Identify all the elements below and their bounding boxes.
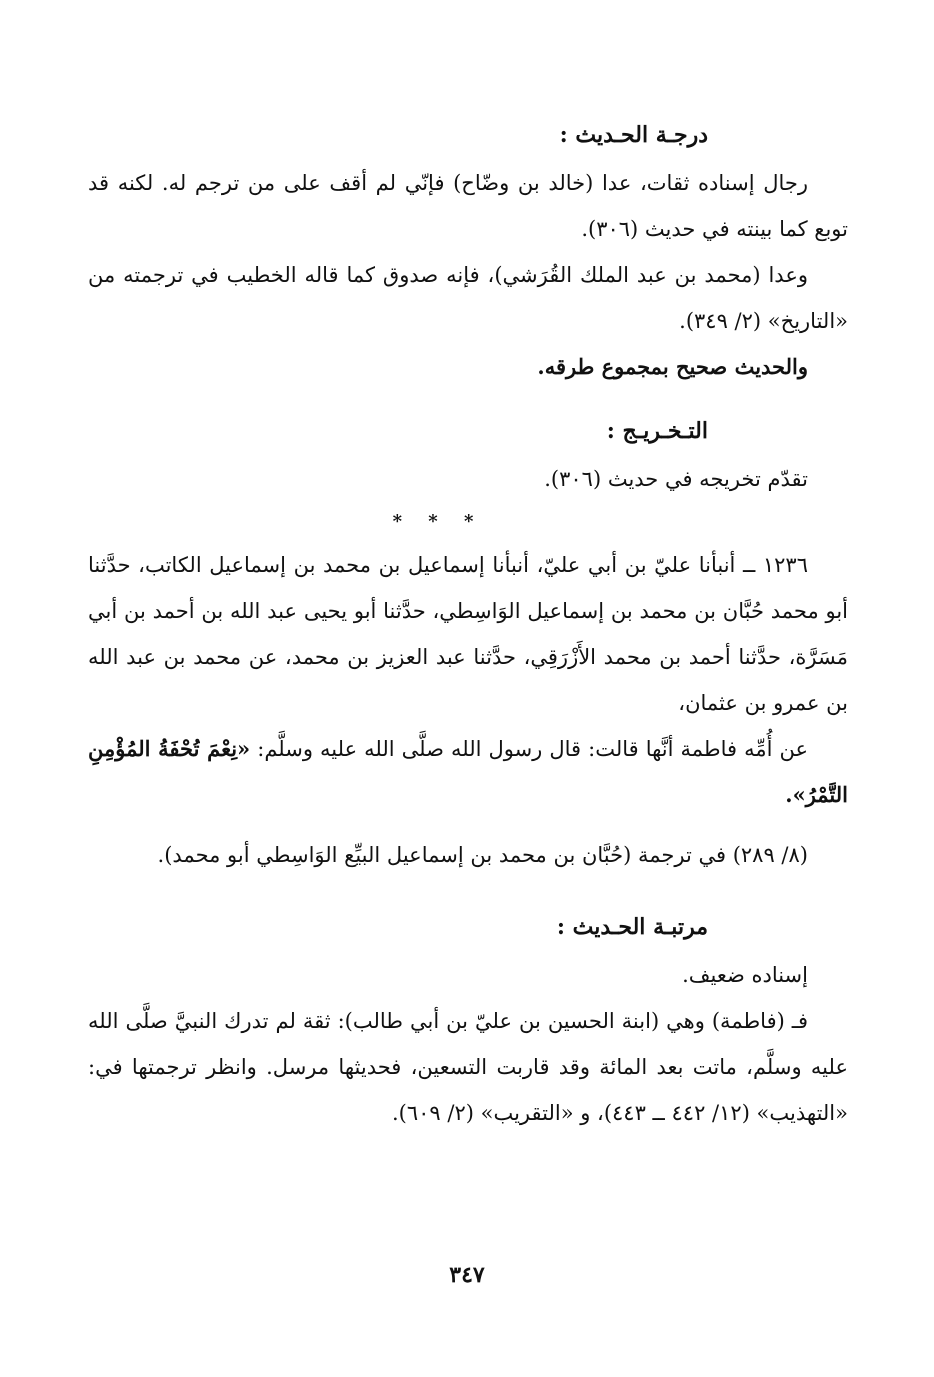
paragraph-verdict: والحديث صحيح بمجموع طرقه. — [537, 354, 808, 379]
paragraph-weak-chain: إسناده ضعيف. — [682, 963, 808, 987]
hadith-matn — [88, 726, 848, 818]
section-heading-hadith-grade: درجـة الحـديث : — [559, 122, 708, 148]
paragraph-fatima: فـ (فاطمة) وهي (ابنة الحسين بن عليّ بن أبي طالب): ثقة لم تدرك النبيَّ صلَّى الله عليه وسلَّم، ماتت بعد المائة وقد قاربت التسعين، فحديثها مرسل. وانظر ترجمتها في: «التهذيب» (١٢/ ٤٤٢ ــ ٤٤٣)، و «التقريب» (٢/ ٦٠٩). — [88, 1009, 848, 1125]
page-number: ٣٤٧ — [449, 1262, 485, 1288]
paragraph-qurashi: وعدا (محمد بن عبد الملك القُرَشي)، فإنه صدوق كما قاله الخطيب في ترجمته من «التاريخ» (٢/ ٣٤٩). — [88, 263, 848, 333]
paragraph-takhrij: تقدّم تخريجه في حديث (٣٠٦). — [544, 467, 808, 491]
hadith-isnad: ١٢٣٦ ــ أنبأنا عليّ بن أبي عليّ، أنبأنا إسماعيل بن محمد بن إسماعيل الكاتب، حدَّثنا أبو محمد حُبَّان بن محمد بن إسماعيل الوَاسِطي، حدَّثنا أبو يحيى عبد الله بن أحمد بن أبي مَسَرَّة، حدَّثنا أحمد بن محمد الأَزْرَقِي، حدَّثنا عبد العزيز بن محمد، عن محمد بن عبد الله بن عمرو بن عثمان، — [88, 553, 848, 715]
page-body — [88, 108, 848, 1136]
hadith-matn-intro: عن أُمِّه فاطمة أنَّها قالت: قال رسول الله صلَّى الله عليه وسلَّم: — [257, 737, 809, 761]
separator-stars: * * * — [392, 511, 484, 532]
section-heading-hadith-rank: مرتبـة الحـديث : — [556, 914, 708, 940]
paragraph-narrators: رجال إسناده ثقات، عدا (خالد بن وضّاح) فإنّي لم أقف على من ترجم له. لكنه قد توبع كما بينته في حديث (٣٠٦). — [88, 171, 848, 241]
hadith-matn-quote: «نِعْمَ تُحْفَةُ المُؤْمِنِ التَّمْرُ». — [88, 736, 848, 807]
hadith-reference: (٨/ ٢٨٩) في ترجمة (حُبَّان بن محمد بن إسماعيل البيِّع الوَاسِطي أبو محمد). — [157, 843, 808, 867]
section-heading-takhrij: التـخـريـج : — [606, 418, 708, 444]
